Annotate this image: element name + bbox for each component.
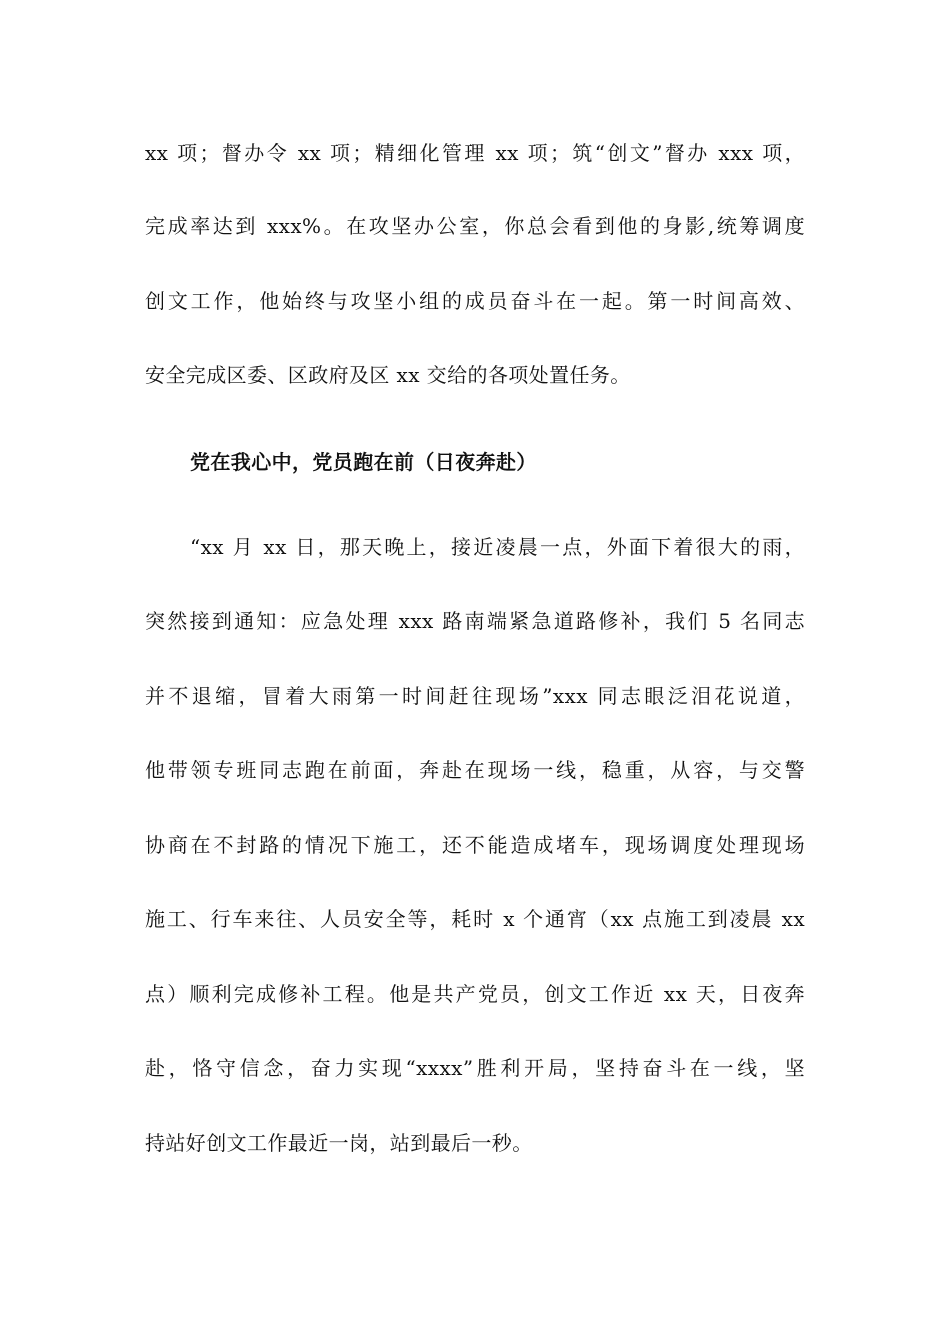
paragraph-line: “xx 月 xx 日，那天晚上，接近凌晨一点，外面下着很大的雨， <box>190 535 805 559</box>
paragraph-line: 安全完成区委、区政府及区 xx 交给的各项处置任务。 <box>145 363 631 387</box>
paragraph-line: 点）顺利完成修补工程。他是共产党员，创文工作近 xx 天，日夜奔 <box>145 982 805 1006</box>
paragraph-line: 完成率达到 xxx%。在攻坚办公室，你总会看到他的身影,统筹调度 <box>145 214 805 238</box>
paragraph-line: 突然接到通知：应急处理 xxx 路南端紧急道路修补，我们 5 名同志 <box>145 609 805 633</box>
section-heading: 党在我心中，党员跑在前（日夜奔赴） <box>190 450 537 474</box>
paragraph-line: xx 项；督办令 xx 项；精细化管理 xx 项；筑“创文”督办 xxx 项， <box>145 141 805 165</box>
paragraph-line: 持站好创文工作最近一岗，站到最后一秒。 <box>145 1131 533 1155</box>
paragraph-line: 创文工作，他始终与攻坚小组的成员奋斗在一起。第一时间高效、 <box>145 289 805 313</box>
paragraph-line: 施工、行车来往、人员安全等，耗时 x 个通宵（xx 点施工到凌晨 xx <box>145 907 805 931</box>
paragraph-line: 他带领专班同志跑在前面，奔赴在现场一线，稳重，从容，与交警 <box>145 758 805 782</box>
paragraph-line: 并不退缩，冒着大雨第一时间赶往现场”xxx 同志眼泛泪花说道， <box>145 684 805 708</box>
paragraph-line: 赴，恪守信念，奋力实现“xxxx”胜利开局，坚持奋斗在一线，坚 <box>145 1056 805 1080</box>
paragraph-line: 协商在不封路的情况下施工，还不能造成堵车，现场调度处理现场 <box>145 833 805 857</box>
